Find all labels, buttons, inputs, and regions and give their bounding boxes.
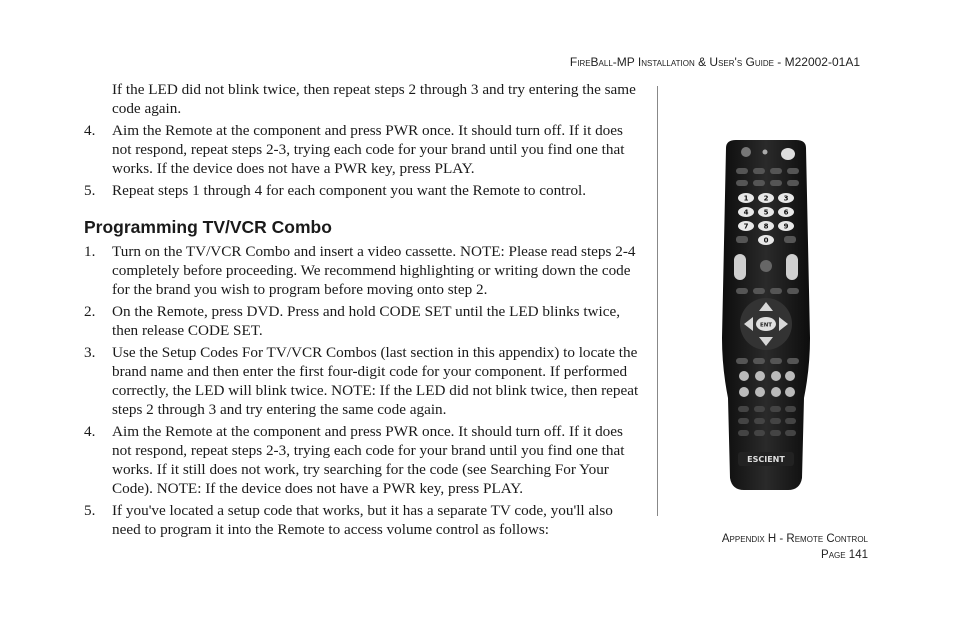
list-item	[84, 343, 640, 419]
remote-brand-logo: ESCIENT	[747, 455, 785, 464]
column-divider	[657, 86, 658, 516]
item-number: 3.	[84, 344, 96, 361]
item-text: If you've located a setup code that works, but it has a separate TV code, you'll also need to program it into the Remote to access volume control as follows:	[112, 502, 613, 538]
item-text: On the Remote, press DVD. Press and hold CODE SET until the LED blinks twice, then release CODE SET.	[112, 303, 621, 339]
key-3: 3	[783, 194, 789, 203]
item-text: Repeat steps 1 through 4 for each component you want the Remote to control.	[112, 182, 587, 199]
key-5: 5	[763, 208, 769, 217]
item-number: 4.	[84, 122, 96, 139]
item-number: 5.	[84, 182, 96, 199]
key-0: 0	[763, 236, 769, 245]
key-2: 2	[763, 194, 769, 203]
continuation-paragraph: If the LED did not blink twice, then repeat steps 2 through 3 and try entering the same code again.	[112, 81, 636, 117]
item-number: 2.	[84, 303, 96, 320]
item-text: Aim the Remote at the component and press PWR once. It should turn off. If it does not respond, repeat steps 2-3, trying each code for your brand until you find one that works. If it still does not work, try searching for the code (see Searching For Your Code). NOTE: If the device does not have a PWR key, press PLAY.	[112, 423, 625, 497]
enter-key-label: ENT	[759, 322, 773, 329]
document-id: - M22002-01A1	[777, 55, 860, 69]
list-item	[84, 422, 640, 498]
appendix-title: Appendix H - Remote Control	[721, 533, 868, 545]
main-content	[84, 80, 640, 542]
item-number: 4.	[84, 423, 96, 440]
key-7: 7	[743, 222, 749, 231]
item-text: Turn on the TV/VCR Combo and insert a video cassette. NOTE: Please read steps 2-4 completely before proceeding. We recommend highlighting or writing down the code for the brand you wish to program before moving onto step 2.	[112, 243, 636, 298]
remote-control-icon	[718, 138, 814, 492]
section-heading: Programming TV/VCR Combo	[84, 217, 332, 237]
item-number: 5.	[84, 502, 96, 519]
item-text: Use the Setup Codes For TV/VCR Combos (last section in this appendix) to locate the brand name and then enter the first four-digit code for your component. If performed correctly, the LED will blink twice. NOTE: If the LED did not blink twice, then repeat steps 2 through 3 and try entering the same code again.	[112, 344, 639, 418]
page-footer	[722, 531, 868, 563]
list-item	[84, 501, 640, 539]
key-6: 6	[783, 208, 789, 217]
guide-title: FireBall-MP Installation & User's Guide	[569, 55, 774, 69]
key-4: 4	[743, 208, 749, 217]
item-text: Aim the Remote at the component and press PWR once. It should turn off. If it does not respond, repeat steps 2-3, trying each code for your brand until you find one that works. If the device does not have a PWR key, press PLAY.	[112, 122, 625, 177]
list-item	[84, 242, 640, 299]
list-item	[84, 181, 640, 200]
key-8: 8	[763, 222, 769, 231]
key-9: 9	[783, 222, 789, 231]
page-header	[570, 55, 860, 69]
list-item	[84, 121, 640, 178]
item-number: 1.	[84, 243, 96, 260]
key-1: 1	[743, 194, 749, 203]
page-number: Page 141	[821, 549, 868, 561]
list-item	[84, 302, 640, 340]
